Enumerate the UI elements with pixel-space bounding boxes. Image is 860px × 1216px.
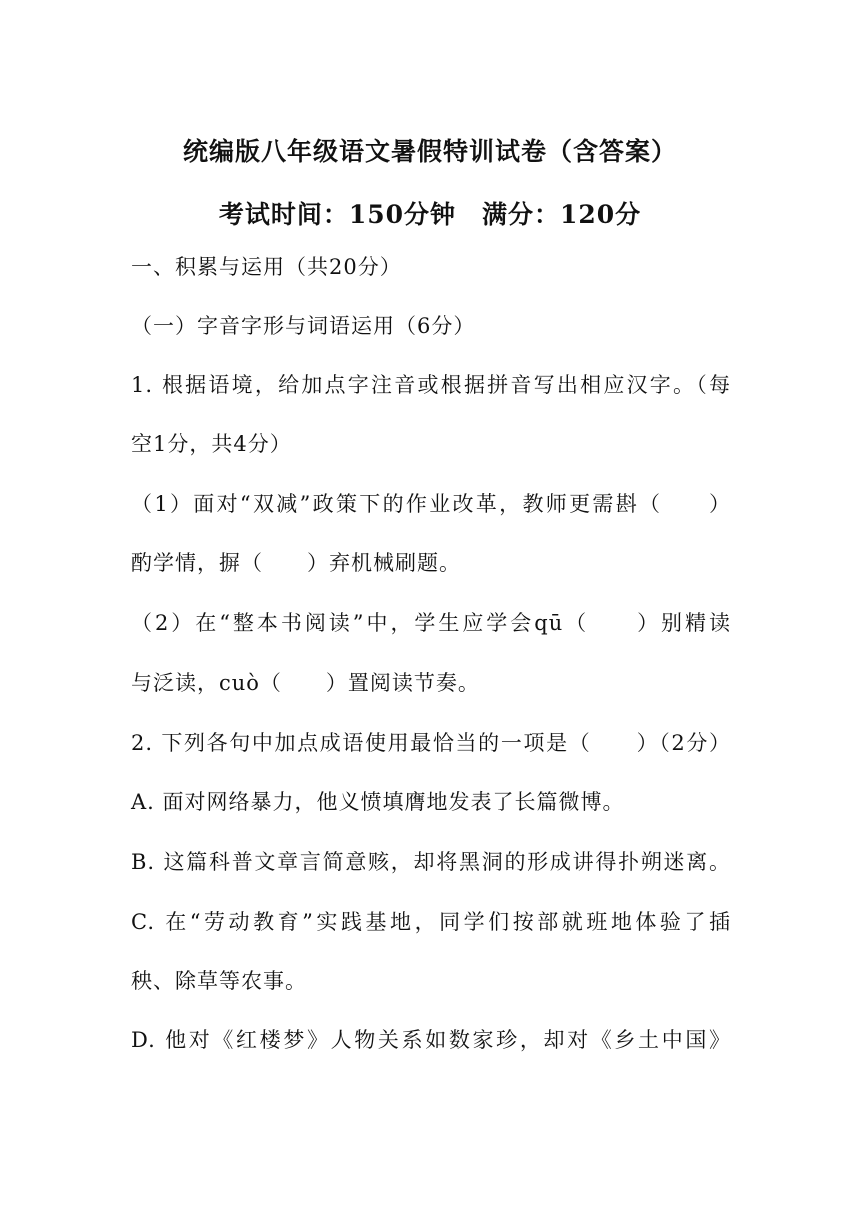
question-1-stem-line-1: 1. 根据语境，给加点字注音或根据拼音写出相应汉字。（每: [131, 373, 731, 397]
question-2-option-b: B. 这篇科普文章言简意赅，却将黑洞的形成讲得扑朔迷离。: [131, 850, 731, 874]
exam-subtitle: 考试时间：150分钟 满分：120分: [218, 200, 642, 229]
question-2-option-a: A. 面对网络暴力，他义愤填膺地发表了长篇微博。: [131, 790, 625, 814]
subsection-heading: （一）字音字形与词语运用（6分）: [131, 314, 476, 338]
question-1-item-2-line-1: （2）在“整本书阅读”中，学生应学会qū（ ）别精读: [131, 611, 731, 635]
exam-title: 统编版八年级语文暑假特训试卷（含答案）: [182, 137, 677, 166]
question-2-option-d-line-1: D. 他对《红楼梦》人物关系如数家珍，却对《乡土中国》: [131, 1028, 731, 1052]
section-heading: 一、积累与运用（共20分）: [131, 255, 402, 279]
question-1-item-1-line-1: （1）面对“双减”政策下的作业改革，教师更需斟（ ）: [131, 492, 731, 516]
question-2-stem: 2. 下列各句中加点成语使用最恰当的一项是（ ）（2分）: [131, 731, 731, 755]
question-2-option-c-line-2: 秧、除草等农事。: [131, 969, 307, 993]
question-2-option-c-line-1: C. 在“劳动教育”实践基地，同学们按部就班地体验了插: [131, 910, 731, 934]
question-1-stem-line-2: 空1分，共4分）: [131, 432, 292, 456]
question-1-item-2-line-2: 与泛读，cuò（ ）置阅读节奏。: [131, 671, 480, 695]
question-1-item-1-line-2: 酌学情，摒（ ）弃机械刷题。: [131, 551, 461, 575]
